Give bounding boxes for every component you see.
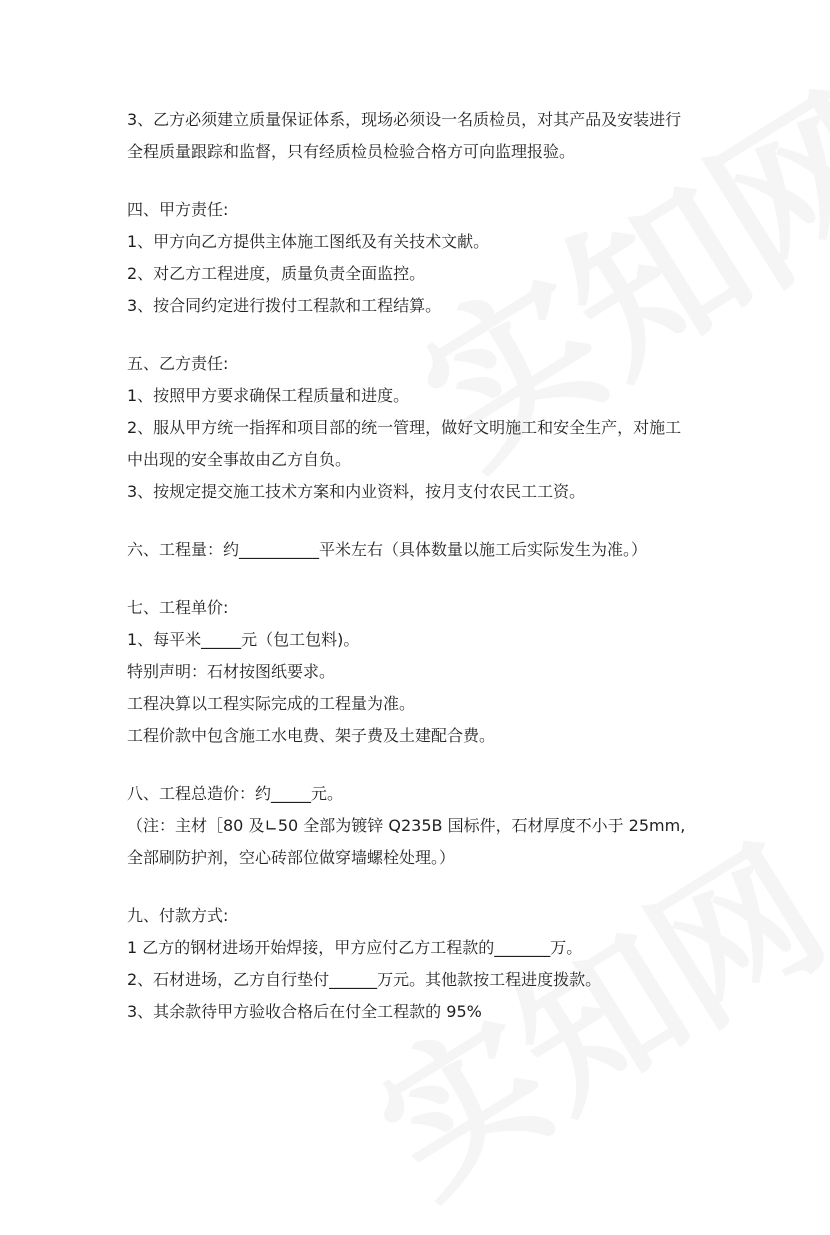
section5-heading: 五、乙方责任: (127, 354, 229, 373)
section3-item3-line2: 全程质量跟踪和监督，只有经质检员检验合格方可向监理报验。 (127, 142, 576, 161)
section7-note2: 工程决算以工程实际完成的工程量为准。 (127, 694, 416, 713)
section8-note-line1: （注：主材［80 及∟50 全部为镀锌 Q235B 国标件，石材厚度不小于 25mm, (127, 816, 686, 835)
section4-item3: 3、按合同约定进行拨付工程款和工程结算。 (127, 296, 442, 315)
section5-item1: 1、按照甲方要求确保工程质量和进度。 (127, 386, 410, 405)
section9-item1: 1 乙方的钢材进场开始焊接，甲方应付乙方工程款的_______万。 (127, 938, 583, 957)
section9-heading: 九、付款方式: (127, 906, 229, 925)
section7-heading: 七、工程单价: (127, 598, 229, 617)
section7-item1: 1、每平米_____元（包工包料)。 (127, 630, 360, 649)
section4-heading: 四、甲方责任: (127, 200, 229, 219)
document-body (127, 104, 717, 1028)
section9-item3: 3、其余款待甲方验收合格后在付全工程款的 95% (127, 1002, 482, 1021)
section5-item2-line1: 2、服从甲方统一指挥和项目部的统一管理，做好文明施工和安全生产，对施工 (127, 418, 682, 437)
section6-quantity: 六、工程量：约__________平米左右（具体数量以施工后实际发生为准。） (127, 540, 648, 559)
section5-item3: 3、按规定提交施工技术方案和内业资料，按月支付农民工工资。 (127, 482, 586, 501)
section5-item2-line2: 中出现的安全事故由乙方自负。 (127, 450, 352, 469)
section8-total: 八、工程总造价：约_____元。 (127, 784, 344, 803)
section7-note1: 特别声明：石材按图纸要求。 (127, 662, 336, 681)
section9-item2: 2、石材进场，乙方自行垫付______万元。其他款按工程进度拨款。 (127, 970, 602, 989)
section3-item3-line1: 3、乙方必须建立质量保证体系，现场必须设一名质检员，对其产品及安装进行 (127, 110, 682, 129)
section7-note3: 工程价款中包含施工水电费、架子费及土建配合费。 (127, 726, 496, 745)
section8-note-line2: 全部刷防护剂，空心砖部位做穿墙螺栓处理。） (127, 848, 456, 867)
section4-item1: 1、甲方向乙方提供主体施工图纸及有关技术文献。 (127, 232, 490, 251)
section4-item2: 2、对乙方工程进度，质量负责全面监控。 (127, 264, 426, 283)
